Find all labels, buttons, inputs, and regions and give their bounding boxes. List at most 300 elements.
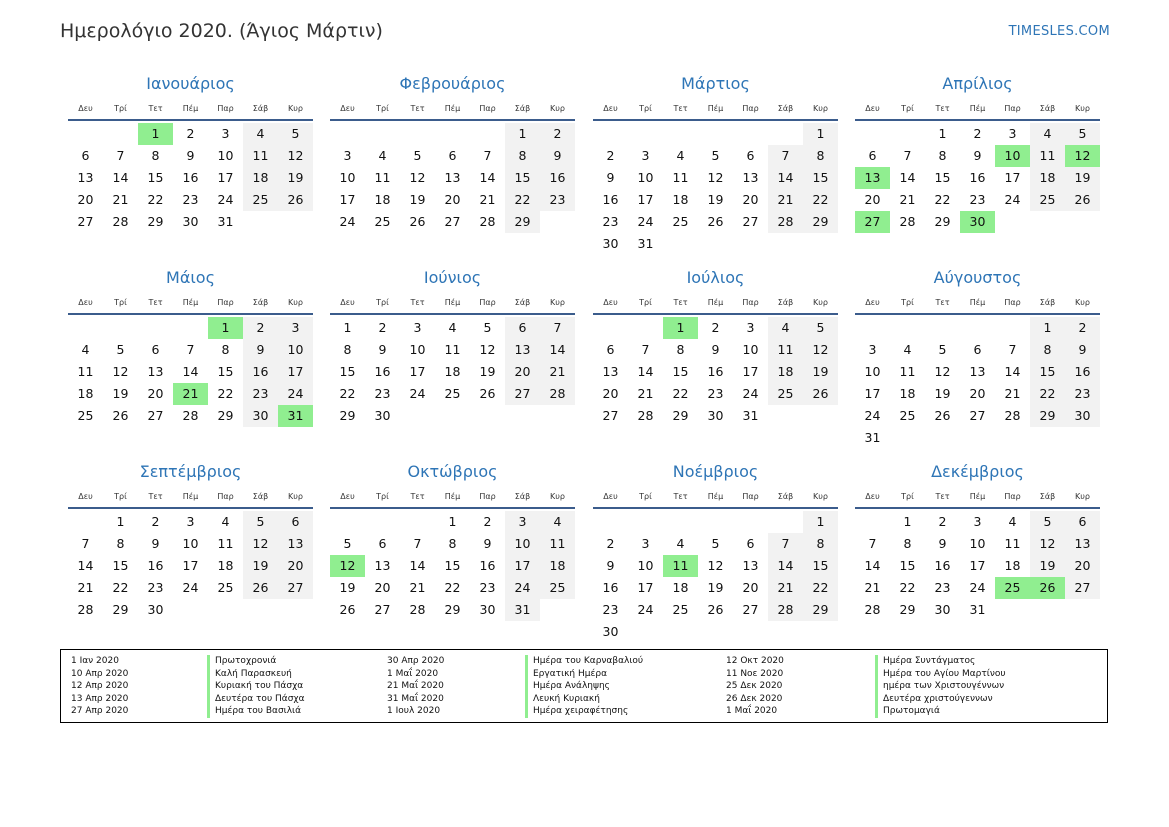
day-cell: 6 (973, 342, 982, 357)
weekday-label: Δευ (603, 492, 618, 501)
day-cell: 6 (746, 148, 755, 163)
day-cell: 15 (934, 170, 951, 185)
day-cell: 14 (409, 558, 426, 573)
weekday-label: Σάβ (777, 298, 794, 307)
day-cell: 10 (969, 536, 986, 551)
day-cell: 22 (803, 189, 838, 211)
weekday-label: Κυρ (813, 492, 828, 501)
day-cell: 7 (483, 148, 492, 163)
day-cell: 8 (1030, 339, 1065, 361)
weekday-label: Τρί (114, 492, 127, 501)
day-cell: 25 (672, 214, 689, 229)
header-divider (593, 313, 838, 315)
day-cell: 18 (1004, 558, 1021, 573)
day-cell: 9 (606, 558, 615, 573)
day-cell: 2 (606, 536, 615, 551)
legend-dates-col-3 (726, 655, 784, 718)
day-cell: 18 (243, 167, 278, 189)
legend-holiday-name: Καλή Παρασκευή (215, 668, 292, 679)
day-cell: 13 (374, 558, 391, 573)
day-cell: 15 (339, 364, 356, 379)
weekday-label: Τετ (410, 298, 425, 307)
legend-dates-col-1 (71, 655, 128, 718)
day-cell: 9 (938, 536, 947, 551)
weekday-label: Δευ (865, 492, 880, 501)
day-cell: 2 (606, 148, 615, 163)
day-cell: 22 (899, 580, 916, 595)
day-cell: 6 (1065, 511, 1100, 533)
weekday-label: Σάβ (777, 104, 794, 113)
weekday-label: Κυρ (288, 492, 303, 501)
legend-holiday-name: Ημέρα Ανάληψης (533, 681, 610, 692)
day-cell: 29 (505, 211, 540, 233)
day-cell: 7 (903, 148, 912, 163)
day-cell: 22 (339, 386, 356, 401)
day-cell: 14 (637, 364, 654, 379)
day-cell: 5 (711, 536, 720, 551)
weekday-label: Δευ (603, 298, 618, 307)
day-cell: 11 (374, 170, 391, 185)
day-cell: 28 (409, 602, 426, 617)
weekday-label: Πέμ (707, 298, 724, 307)
day-cell: 25 (77, 408, 94, 423)
weekday-label: Δευ (340, 104, 355, 113)
day-cell: 28 (1004, 408, 1021, 423)
day-cell: 21 (479, 192, 496, 207)
day-cell: 2 (711, 320, 720, 335)
day-cell: 25 (1030, 189, 1065, 211)
day-cell: 17 (637, 580, 654, 595)
weekday-label: Σάβ (777, 492, 794, 501)
header-divider (68, 313, 313, 315)
day-cell: 13 (147, 364, 164, 379)
day-cell: 30 (602, 236, 619, 251)
day-cell: 2 (973, 126, 982, 141)
day-cell: 10 (864, 364, 881, 379)
day-cell: 16 (243, 361, 278, 383)
day-cell: 10 (339, 170, 356, 185)
day-cell: 6 (378, 536, 387, 551)
day-cell: 20 (77, 192, 94, 207)
day-cell: 29 (339, 408, 356, 423)
weekday-header (68, 104, 313, 116)
month-name: Απρίλιος (942, 74, 1013, 93)
day-cell: 16 (1065, 361, 1100, 383)
day-cell: 13 (444, 170, 461, 185)
day-cell: 8 (221, 342, 230, 357)
weekday-label: Δευ (865, 104, 880, 113)
weekday-label: Παρ (217, 104, 234, 113)
legend-names-col-3 (875, 655, 1006, 718)
day-cell: 23 (479, 580, 496, 595)
weekday-label: Κυρ (1075, 104, 1090, 113)
day-cell: 17 (742, 364, 759, 379)
day-cell: 28 (768, 211, 803, 233)
weekday-label: Πέμ (182, 492, 199, 501)
weekday-label: Τρί (376, 492, 389, 501)
day-cell: 22 (934, 192, 951, 207)
day-cell: 15 (505, 167, 540, 189)
day-cell: 20 (742, 192, 759, 207)
day-cell: 16 (602, 580, 619, 595)
legend-date: 26 Δεκ 2020 (726, 693, 783, 704)
day-cell: 27 (77, 214, 94, 229)
day-cell: 25 (768, 383, 803, 405)
day-cell: 19 (1030, 555, 1065, 577)
day-cell: 7 (413, 536, 422, 551)
day-cell: 9 (483, 536, 492, 551)
day-cell: 19 (409, 192, 426, 207)
day-cell: 7 (540, 317, 575, 339)
day-cell: 23 (707, 386, 724, 401)
day-cell: 9 (243, 339, 278, 361)
month-name: Νοέμβριος (672, 462, 759, 481)
legend-date: 1 Μαΐ 2020 (726, 706, 778, 717)
day-cell: 24 (409, 386, 426, 401)
day-cell: 18 (374, 192, 391, 207)
day-cell: 12 (479, 342, 496, 357)
month-name: Ιούνιος (423, 268, 482, 287)
day-cell: 1 (803, 511, 838, 533)
day-cell: 1 (1030, 317, 1065, 339)
holiday-legend (60, 649, 1108, 723)
weekday-label: Παρ (742, 104, 759, 113)
day-cell: 22 (505, 189, 540, 211)
day-cell: 2 (540, 123, 575, 145)
day-cell: 3 (505, 511, 540, 533)
day-cell: 23 (969, 192, 986, 207)
day-cell: 8 (505, 145, 540, 167)
month-name: Μάιος (166, 268, 215, 287)
day-cell: 21 (899, 192, 916, 207)
day-cell: 31 (217, 214, 234, 229)
day-cell: 3 (221, 126, 230, 141)
weekday-label: Τρί (114, 104, 127, 113)
day-cell: 14 (1004, 364, 1021, 379)
day-cell: 11 (1004, 536, 1021, 551)
weekday-label: Πέμ (182, 104, 199, 113)
weekday-label: Δευ (340, 298, 355, 307)
weekday-label: Κυρ (1075, 298, 1090, 307)
weekday-label: Τετ (148, 104, 163, 113)
day-cell: 8 (676, 342, 685, 357)
day-cell: 9 (540, 145, 575, 167)
day-cell: 28 (182, 408, 199, 423)
day-cell: 24 (278, 383, 313, 405)
weekday-header (855, 298, 1100, 310)
weekday-label: Τετ (935, 298, 950, 307)
weekday-label: Σάβ (514, 298, 531, 307)
day-cell: 15 (217, 364, 234, 379)
day-cell: 1 (116, 514, 125, 529)
day-cell: 22 (147, 192, 164, 207)
day-cell: 14 (864, 558, 881, 573)
day-cell: 18 (444, 364, 461, 379)
day-cell: 24 (217, 192, 234, 207)
day-cell: 30 (602, 624, 619, 639)
day-cell: 27 (742, 214, 759, 229)
day-cell: 9 (186, 148, 195, 163)
day-cell: 26 (934, 408, 951, 423)
day-cell: 3 (641, 536, 650, 551)
month-name: Μάρτιος (681, 74, 750, 93)
day-cell: 24 (742, 386, 759, 401)
weekday-label: Παρ (217, 492, 234, 501)
day-cell: 26 (479, 386, 496, 401)
weekday-label: Παρ (479, 104, 496, 113)
day-cell: 13 (1065, 533, 1100, 555)
weekday-label: Παρ (742, 492, 759, 501)
day-cell: 14 (479, 170, 496, 185)
header-divider (68, 507, 313, 509)
day-cell: 21 (1004, 386, 1021, 401)
day-cell: 12 (112, 364, 129, 379)
weekday-label: Κυρ (288, 104, 303, 113)
day-cell: 17 (637, 192, 654, 207)
day-cell: 29 (934, 214, 951, 229)
day-cell: 9 (1065, 339, 1100, 361)
day-cell: 30 (182, 214, 199, 229)
weekday-header (68, 492, 313, 504)
day-cell: 9 (973, 148, 982, 163)
weekday-header (330, 298, 575, 310)
weekday-label: Δευ (78, 298, 93, 307)
day-cell: 17 (217, 170, 234, 185)
day-cell: 11 (77, 364, 94, 379)
holiday-day-cell: 30 (960, 211, 995, 233)
day-cell: 9 (606, 170, 615, 185)
day-cell: 13 (77, 170, 94, 185)
header-divider (68, 119, 313, 121)
day-cell: 25 (243, 189, 278, 211)
legend-dates-col-2 (387, 655, 444, 718)
day-cell: 17 (1004, 170, 1021, 185)
weekday-label: Σάβ (252, 104, 269, 113)
weekday-label: Δευ (78, 104, 93, 113)
day-cell: 17 (339, 192, 356, 207)
day-cell: 29 (1030, 405, 1065, 427)
header-divider (593, 507, 838, 509)
day-cell: 17 (409, 364, 426, 379)
day-cell: 13 (742, 558, 759, 573)
day-cell: 8 (938, 148, 947, 163)
day-cell: 5 (243, 511, 278, 533)
holiday-day-cell: 1 (208, 317, 243, 339)
day-cell: 20 (278, 555, 313, 577)
day-cell: 18 (768, 361, 803, 383)
weekday-label: Τρί (639, 298, 652, 307)
day-cell: 6 (81, 148, 90, 163)
day-cell: 6 (868, 148, 877, 163)
day-cell: 26 (243, 577, 278, 599)
day-cell: 13 (742, 170, 759, 185)
day-cell: 1 (803, 123, 838, 145)
weekday-label: Τετ (935, 492, 950, 501)
holiday-day-cell: 12 (1065, 145, 1100, 167)
day-cell: 31 (505, 599, 540, 621)
day-cell: 29 (112, 602, 129, 617)
day-cell: 21 (768, 577, 803, 599)
day-cell: 24 (969, 580, 986, 595)
day-cell: 21 (637, 386, 654, 401)
day-cell: 28 (77, 602, 94, 617)
month-name: Δεκέμβριος (931, 462, 1024, 481)
day-cell: 21 (409, 580, 426, 595)
day-cell: 20 (1065, 555, 1100, 577)
day-cell: 19 (339, 580, 356, 595)
weekday-label: Τετ (935, 104, 950, 113)
header-divider (330, 119, 575, 121)
legend-holiday-name: Ημέρα χειραφέτησης (533, 706, 629, 717)
day-cell: 14 (182, 364, 199, 379)
day-cell: 29 (803, 599, 838, 621)
day-cell: 29 (672, 408, 689, 423)
day-cell: 29 (147, 214, 164, 229)
holiday-day-cell: 10 (995, 145, 1030, 167)
site-brand-link[interactable]: TIMESLES.COM (1008, 24, 1110, 39)
day-cell: 20 (444, 192, 461, 207)
day-cell: 31 (969, 602, 986, 617)
day-cell: 11 (1030, 145, 1065, 167)
day-cell: 29 (444, 602, 461, 617)
day-cell: 5 (116, 342, 125, 357)
day-cell: 9 (711, 342, 720, 357)
weekday-label: Τρί (376, 104, 389, 113)
legend-holiday-name: ημέρα των Χριστουγέννων (883, 681, 1005, 692)
day-cell: 27 (1065, 577, 1100, 599)
weekday-label: Σάβ (252, 298, 269, 307)
weekday-label: Τετ (673, 298, 688, 307)
weekday-label: Πέμ (182, 298, 199, 307)
day-cell: 5 (938, 342, 947, 357)
day-cell: 20 (505, 361, 540, 383)
legend-holiday-name: Λευκή Κυριακή (533, 693, 600, 704)
day-cell: 5 (711, 148, 720, 163)
legend-holiday-name: Ημέρα του Καρναβαλιού (533, 656, 644, 666)
day-cell: 11 (444, 342, 461, 357)
day-cell: 26 (707, 602, 724, 617)
day-cell: 18 (77, 386, 94, 401)
day-cell: 4 (1008, 514, 1017, 529)
day-cell: 6 (505, 317, 540, 339)
weekday-label: Δευ (78, 492, 93, 501)
legend-date: 30 Απρ 2020 (387, 656, 445, 666)
weekday-label: Κυρ (1075, 492, 1090, 501)
weekday-label: Πέμ (444, 298, 461, 307)
day-cell: 19 (1065, 167, 1100, 189)
weekday-header (855, 492, 1100, 504)
weekday-label: Τρί (901, 104, 914, 113)
legend-date: 1 Ιουλ 2020 (387, 706, 441, 717)
day-cell: 1 (903, 514, 912, 529)
weekday-label: Σάβ (252, 492, 269, 501)
holiday-day-cell: 27 (855, 211, 890, 233)
day-cell: 5 (803, 317, 838, 339)
day-cell: 24 (864, 408, 881, 423)
day-cell: 25 (672, 602, 689, 617)
weekday-label: Κυρ (550, 104, 565, 113)
day-cell: 7 (868, 536, 877, 551)
day-cell: 15 (899, 558, 916, 573)
legend-holiday-name: Πρωτοχρονιά (215, 656, 277, 666)
day-cell: 24 (505, 577, 540, 599)
day-cell: 11 (217, 536, 234, 551)
day-cell: 24 (637, 214, 654, 229)
day-cell: 19 (112, 386, 129, 401)
day-cell: 5 (278, 123, 313, 145)
day-cell: 19 (707, 580, 724, 595)
day-cell: 10 (742, 342, 759, 357)
day-cell: 5 (1030, 511, 1065, 533)
day-cell: 4 (903, 342, 912, 357)
weekday-label: Κυρ (813, 104, 828, 113)
weekday-label: Σάβ (514, 492, 531, 501)
holiday-day-cell: 21 (173, 383, 208, 405)
legend-date: 12 Απρ 2020 (71, 681, 129, 692)
day-cell: 27 (374, 602, 391, 617)
legend-holiday-name: Ημέρα του Βασιλιά (215, 706, 302, 717)
day-cell: 5 (343, 536, 352, 551)
day-cell: 7 (81, 536, 90, 551)
day-cell: 23 (147, 580, 164, 595)
day-cell: 7 (768, 145, 803, 167)
day-cell: 2 (186, 126, 195, 141)
day-cell: 4 (676, 148, 685, 163)
day-cell: 19 (803, 361, 838, 383)
day-cell: 21 (540, 361, 575, 383)
day-cell: 11 (672, 170, 689, 185)
day-cell: 7 (116, 148, 125, 163)
day-cell: 17 (278, 361, 313, 383)
day-cell: 16 (479, 558, 496, 573)
day-cell: 17 (505, 555, 540, 577)
day-cell: 2 (938, 514, 947, 529)
day-cell: 12 (1030, 533, 1065, 555)
day-cell: 16 (540, 167, 575, 189)
day-cell: 3 (868, 342, 877, 357)
holiday-day-cell: 25 (995, 577, 1030, 599)
day-cell: 14 (112, 170, 129, 185)
header-divider (855, 507, 1100, 509)
weekday-label: Παρ (479, 492, 496, 501)
month-name: Ιανουάριος (146, 74, 235, 93)
day-cell: 18 (1030, 167, 1065, 189)
holiday-day-cell: 11 (663, 555, 698, 577)
day-cell: 10 (637, 170, 654, 185)
day-cell: 30 (934, 602, 951, 617)
weekday-label: Κυρ (550, 492, 565, 501)
day-cell: 22 (112, 580, 129, 595)
day-cell: 6 (151, 342, 160, 357)
weekday-label: Τετ (148, 298, 163, 307)
day-cell: 3 (1008, 126, 1017, 141)
legend-date: 31 Μαΐ 2020 (387, 693, 444, 704)
day-cell: 15 (147, 170, 164, 185)
holiday-day-cell: 31 (278, 405, 313, 427)
day-cell: 16 (147, 558, 164, 573)
day-cell: 30 (479, 602, 496, 617)
weekday-header (593, 492, 838, 504)
header-divider (330, 313, 575, 315)
day-cell: 13 (969, 364, 986, 379)
day-cell: 21 (112, 192, 129, 207)
day-cell: 17 (182, 558, 199, 573)
day-cell: 4 (676, 536, 685, 551)
day-cell: 24 (637, 602, 654, 617)
day-cell: 19 (479, 364, 496, 379)
day-cell: 12 (243, 533, 278, 555)
day-cell: 21 (77, 580, 94, 595)
